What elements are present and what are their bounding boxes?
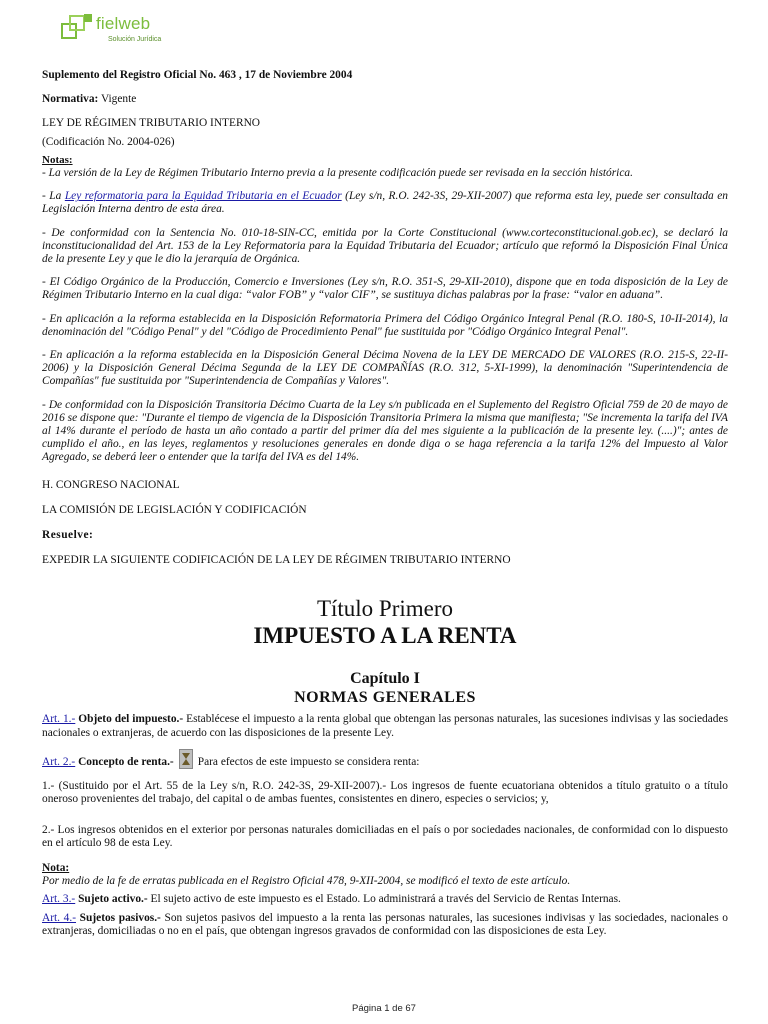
capitulo-line2: NORMAS GENERALES	[294, 689, 476, 707]
hourglass-icon[interactable]	[179, 749, 193, 769]
titulo-block	[42, 595, 728, 649]
art-4-title: Sujetos pasivos.-	[79, 911, 161, 924]
notas-heading: Notas:	[42, 153, 73, 166]
titulo-line1: Título Primero	[316, 596, 454, 622]
nota-2	[42, 190, 728, 216]
nota-2-pre: - La	[42, 190, 65, 203]
article-4	[42, 912, 728, 938]
notas-heading-text: Notas	[42, 153, 69, 166]
article-1	[42, 713, 728, 739]
capitulo-block	[42, 669, 728, 707]
art-1-title: Objeto del impuesto.-	[78, 713, 184, 726]
document-body	[42, 66, 728, 938]
art-3-link[interactable]: Art. 3.-	[42, 893, 76, 906]
law-name: LEY DE RÉGIMEN TRIBUTARIO INTERNO	[42, 117, 261, 130]
article-2	[42, 749, 728, 769]
resuelve-heading: Resuelve:	[42, 529, 94, 542]
art-2-item-2: 2.- Los ingresos obtenidos en el exterior por personas naturales domiciliadas en el país o por sociedades nacionales, de conformidad con lo dispuesto en el artículo 98 de esta Ley.	[42, 823, 728, 849]
nota-2-post: (Ley s/n, R.O. 242-3S, 29-XII-2007) que reforma esta ley, puede ser consultada en Legislación Interna dentro de esta área.	[42, 190, 728, 216]
logo-tagline: Solución Jurídica	[108, 36, 162, 43]
art-3-text: El sujeto activo de este impuesto es el Estado. Lo administrará a través del Servicio de Rentas Internas.	[147, 893, 621, 906]
nota-text: Por medio de la fe de erratas publicada en el Registro Oficial 478, 9-XII-2004, se modificó el texto de este artículo.	[42, 875, 571, 888]
article-3	[42, 893, 728, 906]
nota-7: - De conformidad con la Disposición Transitoria Décimo Cuarta de la Ley s/n publicada en el Suplemento del Registro Oficial 759 de 20 de mayo de 2016 se dispone que: "Durante el tiempo de vigencia de la Disposición Transitoria Primera la misma que manifiesta; "Se incrementa la tarifa del IVA al 14% durante el período de hasta un año contado a partir del primer día del mes siguiente a la publicación de la presente ley. (....)"; antes de cumplido el año., en las leyes, reglamentos y resoluciones generales en donde diga o se haga referencia a la tarifa 12% del Impuesto al Valor Agregado, se deberá leer o entender que la tarifa del IVA es del 14%.	[42, 398, 728, 464]
nota-5: - En aplicación a la reforma establecida en la Disposición Reformatoria Primera del Código Orgánico Integral Penal (R.O. 180-S, 10-II-2014), la denominación del "Código Penal" y del "Código de Procedimiento Penal" fue sustituida por "Código Orgánico Integral Penal".	[42, 312, 728, 338]
art-2-title: Concepto de renta.-	[78, 755, 174, 768]
page-number: Página 1 de 67	[352, 1003, 416, 1014]
nota-4: - El Código Orgánico de la Producción, Comercio e Inversiones (Ley s/n, R.O. 351-S, 29-XII-2010), dispone que en toda disposición de la Ley de Régimen Tributario Interno en la cual diga: “valor FOB” y “valor CIF”, se sustituya dichas palabras por la frase: “valor en aduana”.	[42, 276, 728, 302]
logo-mark-icon	[60, 10, 94, 44]
art-2-item-1: 1.- (Sustituido por el Art. 55 de la Ley s/n, R.O. 242-3S, 29-XII-2007).- Los ingresos de fuente ecuatoriana obtenidos a título gratuito o a título oneroso provenientes del trabajo, del capital o de ambas fuentes, consistentes en dinero, especies o servicios; y,	[42, 780, 728, 806]
logo-brand: fielweb	[96, 14, 151, 33]
art-4-text: Son sujetos pasivos del impuesto a la renta las personas naturales, las sucesiones indivisas y las sociedades, nacionales o extranjeras, domiciliadas o no en el país, que obtengan ingresos gravados de conformidad con las disposiciones de esta Ley.	[42, 911, 728, 937]
titulo-line2: IMPUESTO A LA RENTA	[253, 623, 517, 649]
nota-1: - La versión de la Ley de Régimen Tributario Interno previa a la presente codificación puede ser revisada en la sección histórica.	[42, 167, 633, 180]
art-3-title: Sujeto activo.-	[78, 893, 148, 906]
comision-heading: LA COMISIÓN DE LEGISLACIÓN Y CODIFICACIÓN	[42, 503, 307, 516]
congreso-heading: H. CONGRESO NACIONAL	[42, 478, 180, 491]
expedir-line: EXPEDIR LA SIGUIENTE CODIFICACIÓN DE LA LEY DE RÉGIMEN TRIBUTARIO INTERNO	[42, 554, 511, 567]
suplemento-line: Suplemento del Registro Oficial No. 463 , 17 de Noviembre 2004	[42, 69, 353, 81]
art-1-text: Establécese el impuesto a la renta global que obtengan las personas naturales, las sucesiones indivisas y las sociedades nacionales o extranjeras, de acuerdo con las disposiciones de la presente Ley.	[42, 713, 728, 739]
capitulo-line1: Capítulo I	[350, 670, 420, 688]
normativa-label: Normativa:	[42, 93, 99, 106]
art-2-text: Para efectos de este impuesto se considera renta:	[197, 755, 420, 768]
nota-3: - De conformidad con la Sentencia No. 010-18-SIN-CC, emitida por la Corte Constitucional (www.corteconstitucional.gob.ec), se declaró la inconstitucionalidad del Art. 153 de la Ley Reformatoria para la Equidad Tributaria del Ecuador; artículo que reformó la Disposición Final Única de la presente Ley y que le dio la jerarquía de Orgánica.	[42, 226, 728, 266]
art-4-link[interactable]: Art. 4.-	[42, 911, 77, 924]
normativa-value: Vigente	[100, 93, 137, 106]
art-2-link[interactable]: Art. 2.-	[42, 755, 76, 768]
art-1-link[interactable]: Art. 1.-	[42, 713, 76, 726]
normativa-line	[42, 93, 728, 106]
equidad-tributaria-link[interactable]: Ley reformatoria para la Equidad Tributaria en el Ecuador	[64, 190, 342, 203]
nota-6: - En aplicación a la reforma establecida en la Disposición General Décima Novena de la LEY DE MERCADO DE VALORES (R.O. 215-S, 22-II-2006) y la Disposición General Décima Segunda de la LEY DE COMPAÑÍAS (R.O. 312, 5-XI-1999), la denominación "Superintendencia de Compañías" fue sustituida por "Superintendencia de Compañías y Valores".	[42, 349, 728, 388]
nota-heading: Nota:	[42, 861, 70, 874]
codificacion: (Codificación No. 2004-026)	[42, 135, 175, 148]
fielweb-logo	[60, 8, 180, 50]
